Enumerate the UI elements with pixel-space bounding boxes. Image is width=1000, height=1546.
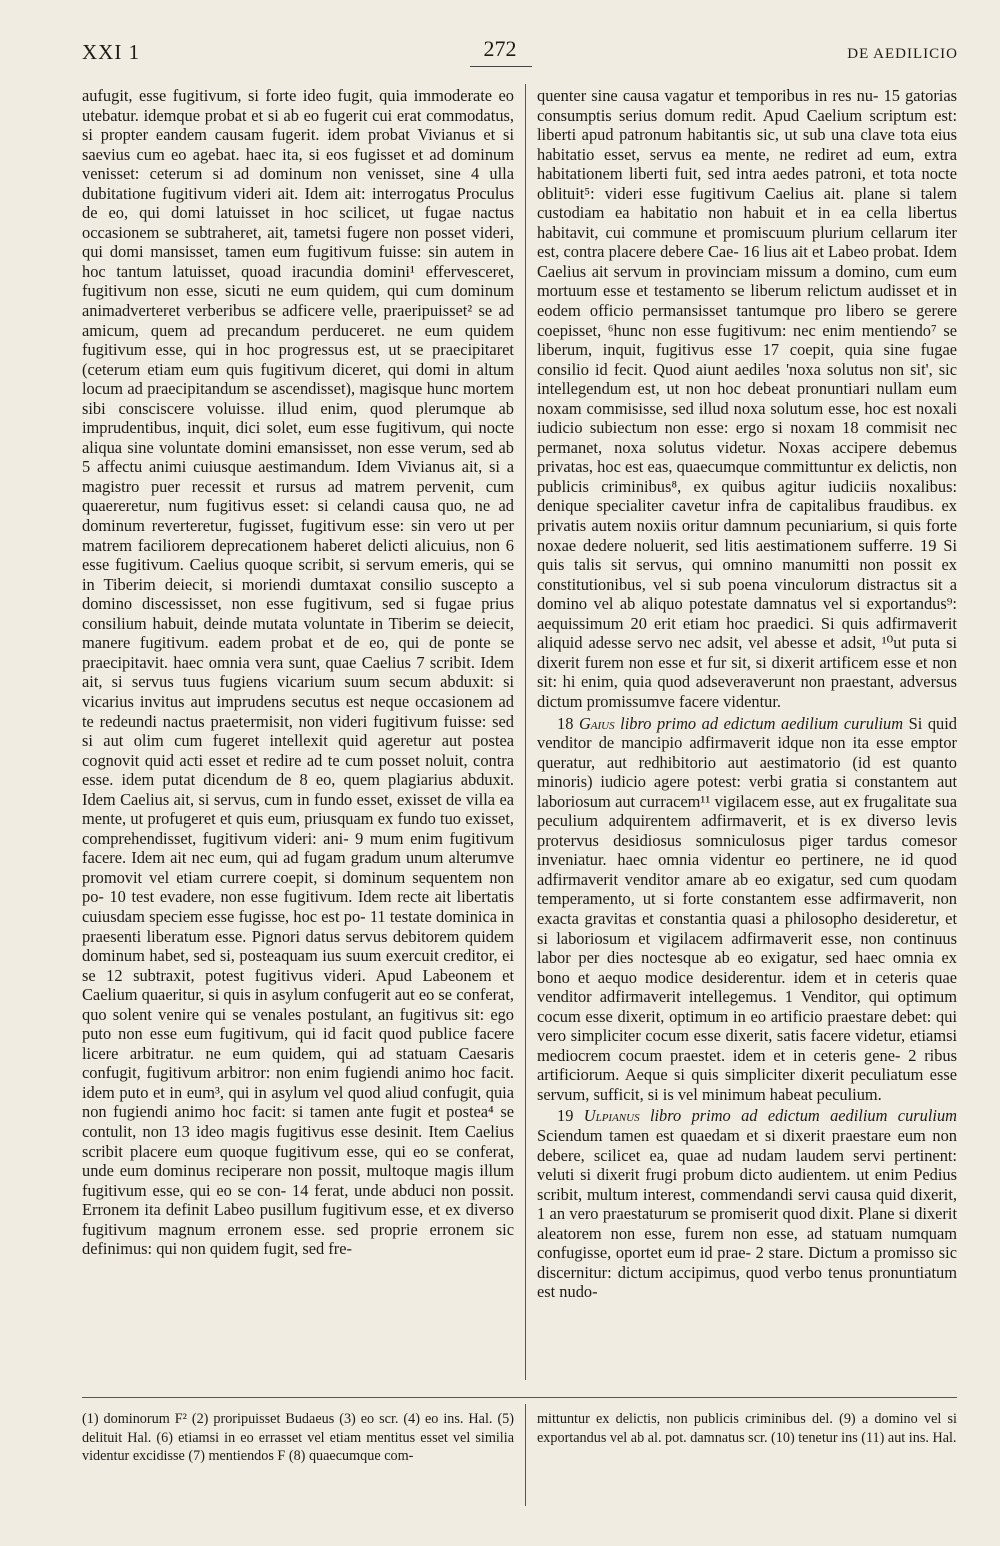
left-column-text: aufugit, esse fugitivum, si forte ideo fugit, quia immoderate eo utebatur. idemque probat et si ab eo fugerit cui erat commodatus, si propter eandem causam fugerit. idem probat Vivianus et si saevius cum eo agebat. haec ita, si eos fugisset et ad dominum venisset: ceterum si ad dominum non venisset, sine 4 ulla dubitatione fugitivum videri ait. Idem ait: interrogatus Proculus de eo, qui domi latuisset in hoc scilicet, ut fugae nactus occasionem se subtraheret, ait, tametsi fugere non posset videri, qui domi mansisset, tamen eum fugitivum fuisse: sin autem in hoc tantum latuisset, quoad iracundia domini¹ effervesceret, fugitivum non esse, sicuti ne eum quidem, qui cum dominum animadverteret verberibus se adficere velle, praeripuisset² se ad amicum, quem ad precandum perduceret. ne eum quidem fugitivum esse, qui in hoc progressus est, ut se praecipitaret (ceterum etiam eum quis fugitivum diceret, qui domi in altum locum ad praecipitandum se ascendisset), magisque hunc mortem sibi consciscere voluisse. illud enim, quod plerumque ab imprudentibus, inquit, dici solet, eum esse fugitivum, qui nocte aliqua sine voluntate domini emansisset, non esse verum, sed ab 5 affectu animi cuiusque aestimandum. Idem Vivianus ait, si a magistro puer recessit et rursus ad matrem pervenit, cum quaereretur, num fugitivus esset: si celandi causa quo, ne ad dominum reverteretur, fugisset, fugitivum esse: sin vero ut per matrem faciliorem deprecationem haberet delicti alicuius, non 6 esse fugitivum. Caelius quoque scribit, si servum emeris, qui se in Tiberim deiecit, si moriendi dumtaxat consilio suscepto a domino discessisset, non esse fugitivum, sed si fugae prius consilium habuit, deinde mutata voluntate in Tiberim se deiecit, manere fugitivum. eadem probat et de eo, qui de ponte se praecipitavit. haec omnia vera sunt, quae Caelius 7 scribit. Idem ait, si servus tuus fugiens vicarium suum secum abduxit: si vicarius invitus aut imprudens secutus est neque occasionem ad te redeundi nactus praetermisit, non videri fugitivum fuisse: sed si aut olim cum fugeret intellexit quid ageretur aut postea cognovit quid acti esset et redire ad te cum posset noluit, contra esse. idem putat dicendum de 8 eo, quem plagiarius abduxit. Idem Caelius ait, si servus, cum in fundo esset, exisset de villa ea mente, ut profugeret et quis eum, priusquam ex fundo tuo exisset, comprehendisset, fugitivum videri: ani- 9 mum enim fugitivum facere. Idem ait nec eum, qui ad fugam gradum unum alterumve promovit vel etiam currere coepit, si dominum sequentem non po- 10 test evadere, non esse fugitivum. Idem recte ait libertatis cuiusdam speciem esse fugisse, hoc est po- 11 testate dominica in praesenti liberatum esse. Pignori datus servus debitorem quidem dominum habet, sed si, posteaquam ius suum exercuit creditor, ei se 12 subtraxit, potest fugitivus videri. Apud Labeonem et Caelium quaeritur, si quis in asylum confugerit aut eo se conferat, quo solent venire qui se venales postulant, an fugitivus sit: ego puto non esse eum fugitivum, qui id facit quod publice facere licere arbitratur. ne eum quidem, qui ad statuam Caesaris confugit, fugitivum arbitror: non enim fugiendi animo hoc facit. idem puto et in eum³, qui in asylum vel quod aliud confugit, quia non fugiendi animo hoc facit: si tamen ante fugit et postea⁴ se contulit, non 13 ideo magis fugitivus esse desinit. Item Caelius scribit placere eum quoque fugitivum esse, qui eo se conferat, unde eum dominus reciperare non possit, multoque magis illum fugitivum esse, qui eo se con- 14 ferat, unde abduci non possit. Erronem ita definit Labeo pusillum fugitivum esse, et ex diverso fugitivum magnum erronem esse. sed proprie erronem sic definimus: qui non quidem fugit, sed fre- <box>82 86 514 1259</box>
fragment-source-work: libro primo ad edictum aedilium curulium <box>649 1106 957 1126</box>
right-column-paragraph-1: quenter sine causa vagatur et temporibus in res nu- 15 gatorias consumptis serius domum redit. Apud Caelium scriptum est: liberti apud patronum habitantis sic, ut sub una clave tota eius habitatio esset, servus ea mente, ne rediret ad eum, extra habitationem liberti fuit, sed intra aedes patroni, et tota nocte oblituit⁵: videri esse fugitivum Caelius ait. plane si talem custodiam ea habitatio non habuit et in ea cella libertus habitavit, cui commune et promiscuum plurium cellarum iter est, contra placere debere Cae- 16 lius ait et Labeo probat. Idem Caelius ait servum in provinciam missum a domino, cum eum mortuum esse et testamento se liberum relictum audisset et in eodem officio permansisset tantumque pro libero se gerere coepisset, ⁶hunc non esse fugitivum: nec enim mentiendo⁷ se liberum, inquit, fugitivus esse 17 coepit, quia sine fugae consilio id fecit. Quod aiunt aediles 'noxa solutus non sit', sic intellegendum est, ut non hoc debeat pronuntiari nullam eum noxam commisisse, sed illud noxa solutum esse, hoc est noxali iudicio subiectum non esse: ergo si noxam 18 commisit nec permanet, noxa solutus videtur. Noxas accipere debemus privatas, hoc est eas, quaecumque committuntur ex delictis, non publicis criminibus⁸, ex quibus agitur iudiciis noxalibus: denique specialiter cavetur infra de capitalibus fraudibus. ex privatis autem noxiis oritur damnum pecuniarium, si quis forte noxae dedere noluerit, sed litis aestimationem sufferre. 19 Si quis talis sit servus, qui omnino manumitti non possit ex constitutionibus, vel si sub poena vinculorum distractus sit a domino vel ab aliquo potestate damnatus vel si exportandus⁹: aequissimum 20 erit etiam hoc praedici. Si quis adfirmaverit aliquid adesse servo nec adsit, vel abesse et adsit, ¹⁰ut puta si dixerit furem non esse et fur sit, si dixerit artificem esse et non sit: hi enim, quia quod adseveraverunt non praestant, adversus dictum promissumve facere videntur. <box>537 86 957 711</box>
footnote-column-divider <box>525 1404 526 1506</box>
running-head-title: XXI 1 <box>82 40 141 64</box>
fragment-number: 19 <box>557 1106 574 1126</box>
fragment-19 <box>537 1106 957 1301</box>
left-text-column <box>82 86 514 1259</box>
fragment-source-work: libro primo ad edictum aedilium curulium <box>620 713 904 733</box>
running-head-section: DE AEDILICIO <box>847 46 958 62</box>
page-number: 272 <box>483 36 517 61</box>
footnotes-left <box>82 1410 514 1466</box>
footnote-text: mittuntur ex delictis, non publicis criminibus del. (9) a domino vel si exportandus vel ab al. pot. damnatus scr. (10) tenetur ins (11) aut ins. Hal. <box>537 1411 957 1446</box>
fragment-author: Gaius <box>578 713 615 733</box>
page-number-underline <box>470 66 532 67</box>
footnote-rule <box>82 1397 957 1398</box>
footnote-text: (1) dominorum F² (2) proripuisset Budaeus (3) eo scr. (4) eo ins. Hal. (5) delituit Hal. (6) etiamsi in eo errasset vel etiam mentitus esset vel similia videntur excidisse (7) mentiendos F (8) quaecumque com- <box>82 1411 514 1464</box>
right-text-column <box>537 86 957 1302</box>
footnotes-right <box>537 1410 957 1447</box>
fragment-18 <box>537 714 957 1105</box>
column-divider <box>525 84 526 1380</box>
fragment-number: 18 <box>557 713 574 733</box>
fragment-text: Sciendum tamen est quaedam et si dixerit praestare eum non debere, scilicet ea, quae ad nudam laudem servi pertinent: veluti si dixerit frugi probum dicto audientem. ut enim Pedius scribit, multum interest, commendandi servi causa quid dixerit, 1 an vero praestaturum se promiserit quod dixit. Plane si dixerit aleatorem non esse, furem non esse, ad statuam numquam confugisse, oportet eum id prae- 2 stare. Dictum a promisso sic discernitur: dictum accipimus, quod verbo tenus pronuntiatum est nudo- <box>537 1125 957 1302</box>
fragment-text: Si quid venditor de mancipio adfirmaverit idque non ita esse emptor queratur, aut redhibitorio aut aestimatorio (id est quanto minoris) iudicio agere potest: verbi gratia si constantem aut laboriosum aut curracem¹¹ vigilacem esse, aut ex frugalitate sua peculium adquirentem adfirmaverit, et is ex diverso levis protervus desidiosus somniculosus piger tardus comesor inveniatur. haec omnia videntur eo pertinere, ne id quod adfirmaverit venditor amare ab eo exigatur, sed cum quodam temperamento, ut si forte constantem esse adfirmaverit, non exacta gravitas et constantia quasi a philosopho desideretur, et si laboriosum et vigilacem adfirmaverit esse, non continuus labor per dies noctesque ab eo exigatur, sed haec omnia ex bono et aequo modice desiderentur. idem et in ceteris quae venditor adfirmaverit intellegemus. 1 Venditor, qui optimum cocum esse dixerit, optimum in eo artificio praestare debet: qui vero simpliciter cocum esse dixerit, satis facere videtur, etiamsi mediocrem cocum praestet. idem et in ceteris gene- 2 ribus artificiorum. Aeque si quis simpliciter dixerit peculiatum esse servum, sufficit, si is vel minimum habeat peculium. <box>537 713 957 1104</box>
fragment-author: Ulpianus <box>583 1106 640 1126</box>
